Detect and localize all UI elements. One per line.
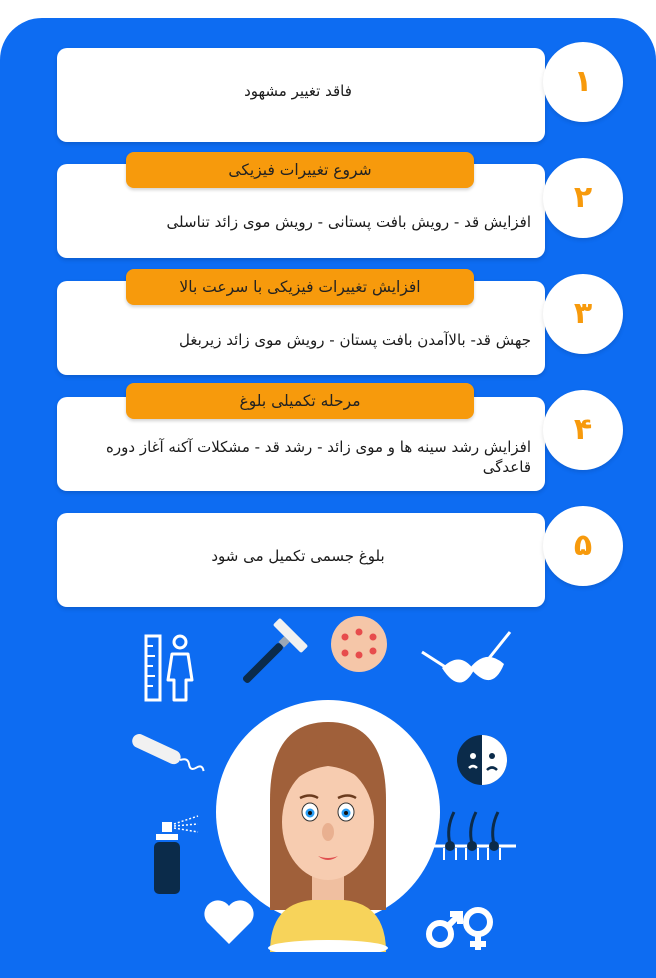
stage-4-banner: مرحله تکمیلی بلوغ bbox=[126, 383, 474, 419]
bra-icon bbox=[420, 630, 512, 696]
stage-4-text: افزایش رشد سینه ها و موی زائد - رشد قد - مشکلات آکنه آغاز دوره قاعدگی bbox=[106, 438, 531, 476]
stage-2-banner: شروع تغییرات فیزیکی bbox=[126, 152, 474, 188]
tampon-icon bbox=[126, 730, 208, 780]
stage-1-card bbox=[57, 48, 545, 142]
stage-5-card bbox=[57, 513, 545, 607]
stage-4-number: ۴ bbox=[543, 390, 623, 470]
stage-2-text: افزایش قد - رویش بافت پستانی - رویش موی زائد تناسلی bbox=[166, 213, 531, 231]
stage-1-text: فاقد تغییر مشهود bbox=[244, 82, 352, 100]
stage-3-banner: افزایش تغییرات فیزیکی با سرعت بالا bbox=[126, 269, 474, 305]
mood-face-icon bbox=[456, 734, 508, 786]
spray-deodorant-icon bbox=[150, 814, 200, 896]
height-ruler-icon bbox=[144, 632, 198, 704]
stage-1-number: ۱ bbox=[543, 42, 623, 122]
hair-follicles-icon bbox=[432, 808, 516, 862]
stage-5-number: ۵ bbox=[543, 506, 623, 586]
girl-avatar bbox=[216, 700, 440, 952]
razor-icon bbox=[232, 618, 308, 694]
acne-icon bbox=[330, 615, 388, 673]
stage-2-number: ۲ bbox=[543, 158, 623, 238]
stage-3-text: جهش قد- بالاآمدن بافت پستان - رویش موی زائد زیربغل bbox=[178, 331, 531, 349]
stage-5-text: بلوغ جسمی تکمیل می شود bbox=[211, 547, 385, 565]
stage-3-number: ۳ bbox=[543, 274, 623, 354]
